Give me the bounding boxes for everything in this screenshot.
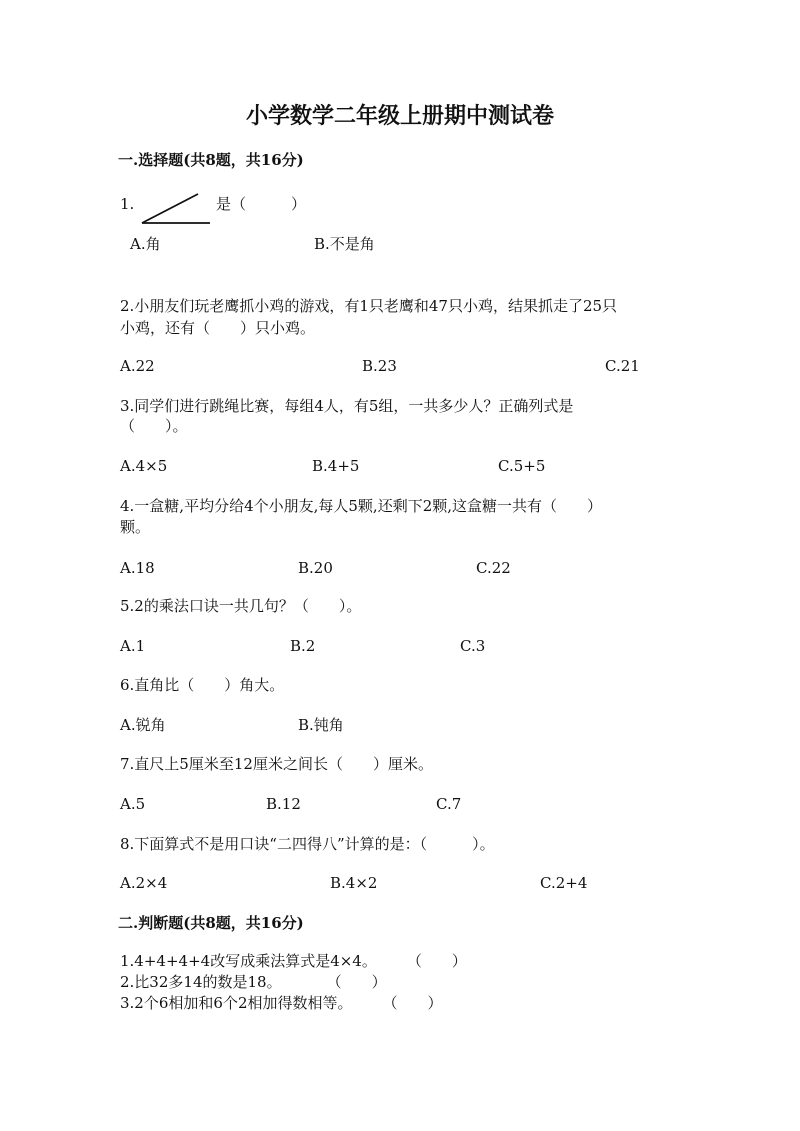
option-c[interactable]: C.22 [476,559,511,577]
option-b[interactable]: B.4+5 [312,457,360,475]
section-heading-choice: 一.选择题(共8题，共16分) [118,151,304,169]
judgment-item: 1.4+4+4+4改写成乘法算式是4×4。 （ ） [120,952,467,970]
option-a[interactable]: A.1 [120,637,146,655]
option-c[interactable]: C.21 [605,357,640,375]
option-b[interactable]: B.钝角 [298,716,344,734]
option-b[interactable]: B.23 [362,357,397,375]
option-c[interactable]: C.5+5 [498,457,546,475]
question-text: 4.一盒糖,平均分给4个小朋友,每人5颗,还剩下2颗,这盒糖一共有（ ） [120,497,603,515]
option-c[interactable]: C.7 [436,795,462,813]
question-text: （ ）。 [120,417,188,435]
question-number: 1. [120,195,135,213]
option-b[interactable]: B.4×2 [330,874,378,892]
option-a[interactable]: A.2×4 [120,874,168,892]
angle-figure [140,191,214,227]
question-text: 是（ ） [216,195,307,213]
option-b[interactable]: B.不是角 [314,235,375,253]
section-heading-judgment: 二.判断题(共8题，共16分) [118,914,304,932]
page-title: 小学数学二年级上册期中测试卷 [245,103,554,129]
option-a[interactable]: A.18 [120,559,155,577]
question-text: 7.直尺上5厘米至12厘米之间长（ ）厘米。 [120,755,433,773]
question-text: 5.2的乘法口诀一共几句？（ ）。 [120,597,362,615]
option-a[interactable]: A.角 [130,235,161,253]
option-c[interactable]: C.2+4 [540,874,588,892]
question-text: 颗。 [120,518,151,536]
option-b[interactable]: B.2 [290,637,316,655]
question-text: 6.直角比（ ）角大。 [120,676,285,694]
judgment-item: 2.比32多14的数是18。 （ ） [120,973,387,991]
option-a[interactable]: A.锐角 [120,716,166,734]
judgment-item: 3.2个6相加和6个2相加得数相等。 （ ） [120,994,443,1012]
option-a[interactable]: A.5 [120,795,146,813]
option-b[interactable]: B.20 [298,559,333,577]
question-text: 2.小朋友们玩老鹰抓小鸡的游戏，有1只老鹰和47只小鸡，结果抓走了25只 [120,297,618,315]
option-c[interactable]: C.3 [460,637,486,655]
question-text: 小鸡，还有（ ）只小鸡。 [120,319,316,337]
option-b[interactable]: B.12 [266,795,301,813]
question-text: 8.下面算式不是用口诀“二四得八”计算的是：（ ）。 [120,835,495,853]
question-text: 3.同学们进行跳绳比赛，每组4人，有5组，一共多少人？正确列式是 [120,397,574,415]
option-a[interactable]: A.4×5 [120,457,168,475]
option-a[interactable]: A.22 [120,357,155,375]
